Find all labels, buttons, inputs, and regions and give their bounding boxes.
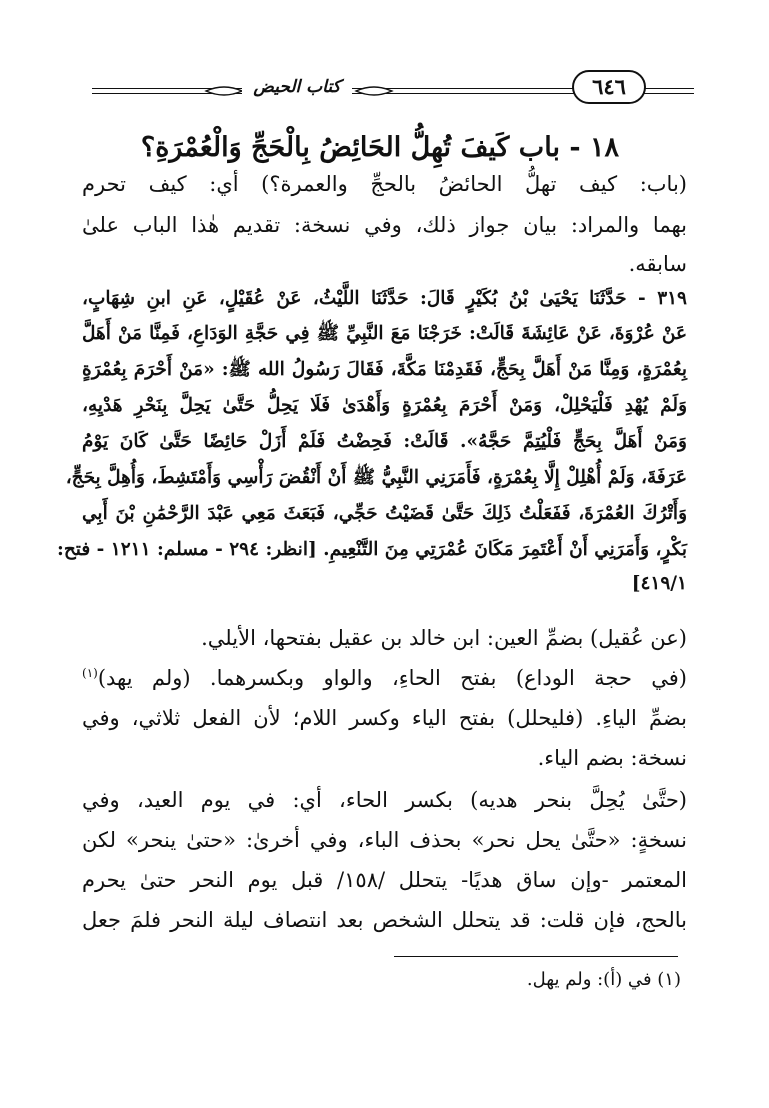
commentary-line: بالحج، فإن قلت: قد يتحلل الشخص بعد انتصاف ليلة النحر فلمَ جعل xyxy=(82,908,687,932)
ornament-icon xyxy=(354,85,394,97)
hadith-line: ٤١٩/١] xyxy=(631,573,687,594)
page-number: ٦٤٦ xyxy=(572,70,646,104)
commentary-line: نسخة: بضم الياء. xyxy=(537,746,687,770)
footnote-marker: (١) xyxy=(82,666,98,680)
footnote: (١) في (أ): ولم يهل. xyxy=(526,969,681,990)
commentary-line: نسخةٍ: «حتَّىٰ يحل نحر» بحذف الباء، وفي أخرىٰ: «حتىٰ ينحر» لكن xyxy=(82,828,687,852)
running-header xyxy=(92,62,694,118)
hadith-line: بِعُمْرَةٍ، وَمِنَّا مَنْ أَهَلَّ بِحَجٍّ، فَقَدِمْنَا مَكَّةَ، فَقَالَ رَسُولُ الله ﷺ: «مَنْ أَحْرَمَ بِعُمْرَةٍ xyxy=(82,359,687,380)
commentary-text: (في حجة الوداع) بفتح الحاءِ، والواو وبكسرهما. (ولم يهد) xyxy=(97,666,687,690)
hadith-line: عَنْ عُرْوَةَ، عَنْ عَائِشَةَ قَالَتْ: خَرَجْنَا مَعَ النَّبِيِّ ﷺ فِي حَجَّةِ الوَدَاعِ، فَمِنَّا مَنْ أَهَلَّ xyxy=(82,323,687,344)
footnote-rule xyxy=(394,956,678,957)
commentary-line: (عن عُقيل) بضمِّ العين: ابن خالد بن عقيل بفتحها، الأيلي. xyxy=(201,626,687,650)
hadith-line: ٣١٩ - حَدَّثَنَا يَحْيَىٰ بْنُ بُكَيْرٍ قَالَ: حَدَّثَنَا اللَّيْثُ، عَنْ عُقَيْلٍ، عَنِ ابنِ شِهَابٍ، xyxy=(82,288,687,309)
hadith-line: وَلَمْ يُهْدِ فَلْيَحْلِلْ، وَمَنْ أَحْرَمَ بِعُمْرَةٍ وَأَهْدَىٰ فَلَا يَحِلُّ حَتَّىٰ يَحِلَّ بِنَحْرِ هَدْيِهِ، xyxy=(82,395,687,416)
hadith-line: عَرَفَةَ، وَلَمْ أُهْلِلْ إِلَّا بِعُمْرَةٍ، فَأَمَرَنِي النَّبِيُّ ﷺ أَنْ أَنْقُضَ رَأْسِي وَأَمْتَشِطَ، وَأُهِلَّ بِحَجٍّ، xyxy=(65,467,687,488)
commentary-line: (حتَّىٰ يُحِلَّ بنحر هديه) بكسر الحاء، أي: في يوم العيد، وفي xyxy=(82,788,687,812)
commentary-line xyxy=(82,660,687,696)
commentary-line: بضمِّ الياءِ. (فليحلل) بفتح الياء وكسر اللام؛ لأن الفعل ثلاثي، وفي xyxy=(82,706,687,730)
ornament-icon xyxy=(204,85,244,97)
commentary-line: بهما والمراد: بيان جواز ذلك، وفي نسخة: تقديم هٰذا الباب علىٰ xyxy=(82,213,687,237)
chapter-heading: ١٨ - باب كَيفَ تُهِلُّ الحَائِضُ بِالْحَجِّ وَالْعُمْرَةِ؟ xyxy=(140,132,619,163)
hadith-line: وَأَتْرُكَ العُمْرَةَ، فَفَعَلْتُ ذَلِكَ حَتَّىٰ قَضَيْتُ حَجِّي، فَبَعَثَ مَعِي عَبْدَ الرَّحْمَٰنِ بْنَ أَبِي xyxy=(82,503,687,524)
commentary-line: سابقه. xyxy=(628,252,687,276)
commentary-line: (باب: كيف تهلُّ الحائضُ بالحجِّ والعمرة؟) أي: كيف تحرم xyxy=(82,172,687,196)
book-title: كتاب الحيض xyxy=(242,75,352,99)
commentary-line: المعتمر -وإن ساق هديًا- يتحلل /١٥٨/ قبل يوم النحر حتىٰ يحرم xyxy=(82,868,687,892)
hadith-line: وَمَنْ أَهَلَّ بِحَجٍّ فَلْيُتِمَّ حَجَّهُ». قَالَتْ: فَحِضْتُ فَلَمْ أَزَلْ حَائِضًا حَتَّىٰ كَانَ يَوْمُ xyxy=(82,431,687,452)
hadith-line: بَكْرٍ، وَأَمَرَنِي أَنْ أَعْتَمِرَ مَكَانَ عُمْرَتِي مِنَ التَّنْعِيمِ. [انظر: ٢٩٤ - مسلم: ١٢١١ - فتح: xyxy=(57,539,687,560)
